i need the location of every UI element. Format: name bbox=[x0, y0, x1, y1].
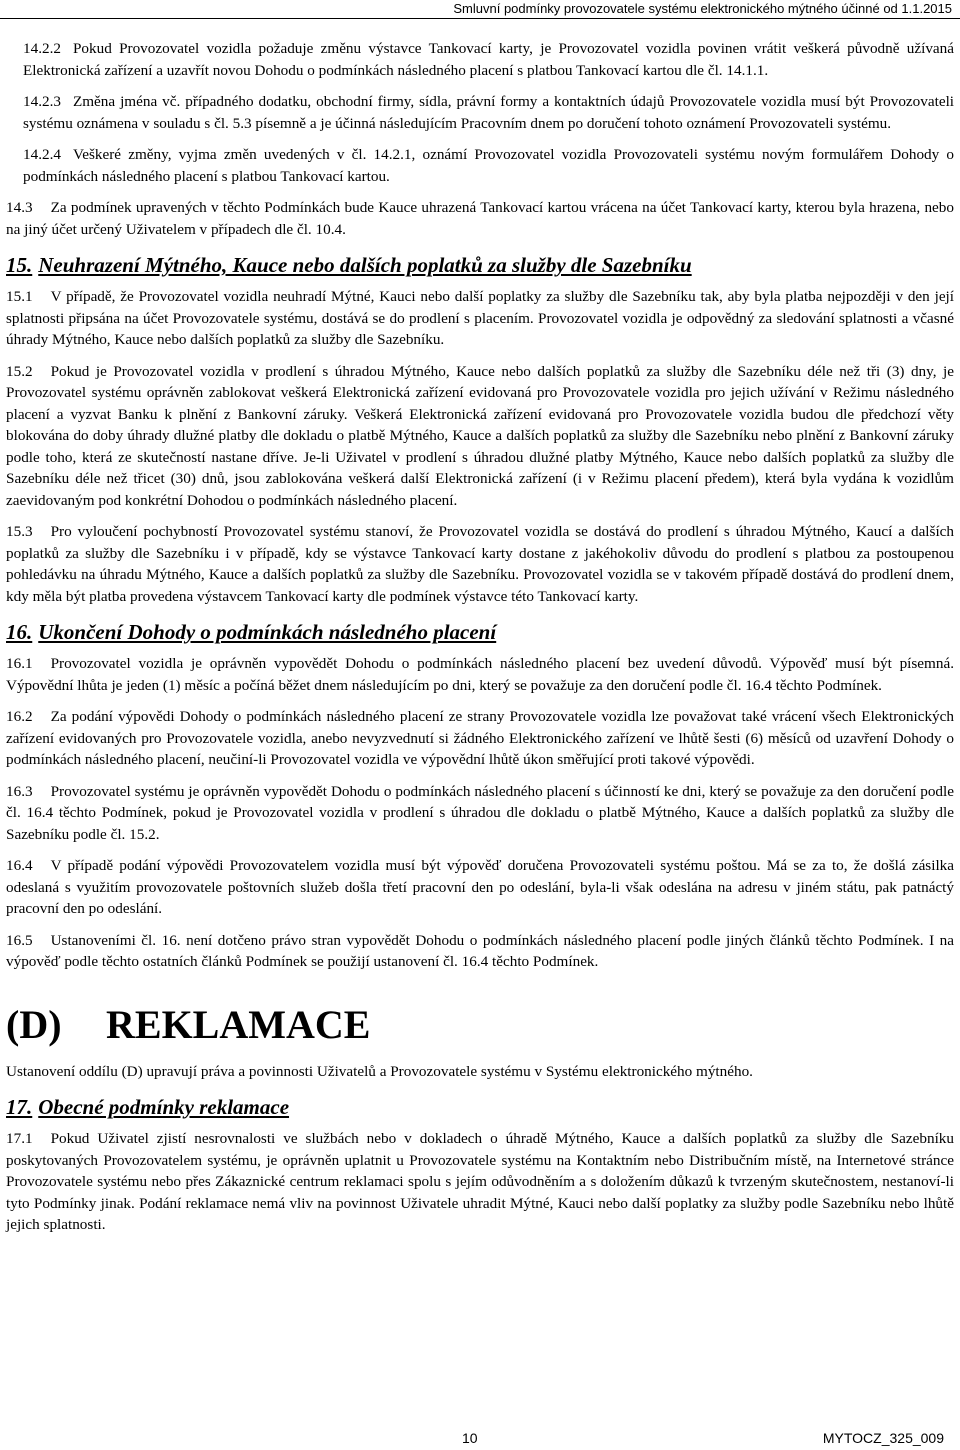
clause-15-1 bbox=[6, 286, 954, 351]
clause-16-4 bbox=[6, 855, 954, 920]
clause-16-3 bbox=[6, 781, 954, 846]
page-number: 10 bbox=[462, 1430, 478, 1446]
clause-text: Pro vyloučení pochybností Provozovatel systému stanoví, že Provozovatel vozidla se dostává do prodlení s úhradou Mýtného, Kaucí a dalších poplatků za služby dle Sazebníku i v případě, kdy se výstavce Tankovací karty dostane z jakéhokoliv důvodu do prodlení s platbou za postoupenou pohledávku na úhradu Mýtného, Kauce a dalších poplatků za služby dle Sazebníku. Provozovatel vozidla se v takovém případě dostává do prodlení dnem, kdy měla být platba provedena výstavcem Tankovací karty dle podmínek výstavce této Tankovací karty. bbox=[6, 523, 954, 605]
running-header bbox=[0, 0, 960, 19]
clause-14-3 bbox=[6, 197, 954, 240]
clause-16-1 bbox=[6, 653, 954, 696]
clause-14-2-2 bbox=[6, 38, 954, 81]
clause-text: Za podání výpovědi Dohody o podmínkách následného placení ze strany Provozovatele vozidla lze považovat také vrácení všech Elektronických zařízení evidovaných pro Provozovatele vozidla, anebo nevyzvednutí si žádného Elektronického zařízení ve lhůtě šesti (6) měsíců od uzavření Dohody o podmínkách následného placení, neučiní-li Provozovatel vozidla ve výpovědní lhůtě úkon směřující proti takové výpovědi. bbox=[6, 708, 954, 768]
clause-number: 14.3 bbox=[6, 199, 33, 216]
section-number: 15. bbox=[6, 253, 33, 277]
clause-title: Změna jména vč. bbox=[72, 93, 181, 110]
clause-text: případného dodatku, obchodní firmy, sídla, právní formy a kontaktních údajů Provozovatele vozidla musí být Provozovateli systému oznámena v souladu s čl. 5.3 písemně a je účinná následujícím Pracovním dnem po doručení tohoto oznámení Provozovateli systému. bbox=[23, 93, 955, 132]
clause-14-2-4 bbox=[6, 144, 954, 187]
clause-number: 16.5 bbox=[6, 931, 33, 949]
clause-16-2 bbox=[6, 706, 954, 771]
section-title: Neuhrazení Mýtného, Kauce nebo dalších poplatků za služby dle Sazebníku bbox=[38, 253, 692, 277]
page-footer bbox=[0, 1430, 960, 1448]
clause-14-2-3 bbox=[6, 91, 954, 134]
document-id: MYTOCZ_325_009 bbox=[822, 1430, 944, 1446]
part-number: (D) bbox=[6, 1001, 62, 1047]
part-d-intro bbox=[6, 1061, 954, 1083]
clause-text: V případě, že Provozovatel vozidla neuhradí Mýtné, Kauci nebo další poplatky za služby dle Sazebníku tak, aby byla platba nejpozději v den její splatnosti připsána na účet Provozovatele systému, dostává se do prodlení s placením. Provozovatel vozidla je odpovědný za sledování splatnosti a včasné úhrady Mýtného, Kauce nebo dalších poplatků za služby dle Sazebníku. bbox=[6, 288, 954, 348]
clause-15-3 bbox=[6, 521, 954, 607]
clause-number: 14.2.3 bbox=[23, 93, 61, 110]
clause-number: 14.2.2 bbox=[23, 40, 61, 57]
clause-number: 15.1 bbox=[6, 288, 33, 305]
running-header-title: Smluvní podmínky provozovatele systému elektronického mýtného účinné od 1.1.2015 bbox=[453, 1, 952, 16]
clause-text: Provozovatel vozidla je oprávněn vypovědět Dohodu o podmínkách následného placení bez uvedení důvodů. Výpověď musí být písemná. Výpovědní lhůta je jeden (1) měsíc a počíná běžet dnem následujícím po dni, který se považuje za den doručení podle čl. 16.4 těchto Podmínek. bbox=[6, 655, 954, 694]
clause-15-2 bbox=[6, 361, 954, 512]
clause-number: 17.1 bbox=[6, 1130, 33, 1147]
clause-16-5 bbox=[6, 930, 954, 973]
section-number: 17. bbox=[6, 1095, 33, 1119]
clause-number: 16.1 bbox=[6, 655, 33, 672]
part-heading-d bbox=[6, 1003, 954, 1047]
section-title: Ukončení Dohody o podmínkách následného placení bbox=[38, 620, 497, 644]
part-title: REKLAMACE bbox=[106, 1001, 371, 1047]
section-number: 16. bbox=[6, 620, 33, 644]
clause-text: Pokud Provozovatel vozidla požaduje změnu výstavce Tankovací karty, je Provozovatel vozidla povinen vrátit veškerá původně užívaná Elektronická zařízení a uzavřít novou Dohodu o podmínkách následného placení s platbou Tankovací kartou dle čl. 14.1.1. bbox=[23, 40, 954, 79]
clause-number: 15.3 bbox=[6, 523, 33, 540]
section-title: Obecné podmínky reklamace bbox=[38, 1095, 290, 1119]
clause-text: Pokud Uživatel zjistí nesrovnalosti ve službách nebo v dokladech o úhradě Mýtného, Kauce a dalších poplatků za služby dle Sazebníku poskytovaných Provozovatelem systému, je oprávněn uplatnit u Provozovatele systému na Kontaktním nebo Distribučním místě, na Internetové stránce Provozovatele systému nebo přes Zákaznické centrum reklamaci spolu s jejím odůvodněním a s doložením důkazů k tvrzeným skutečnostem, nestanoví-li tyto Podmínky jinak. Podání reklamace nemá vliv na povinnost Uživatele uhradit Mýtné, Kauci nebo další poplatky za služby podle Sazebníku nebo lhůtě jejich splatnosti. bbox=[6, 1130, 954, 1233]
section-heading-15 bbox=[6, 252, 954, 278]
clause-number: 16.3 bbox=[6, 782, 33, 800]
clause-number: 16.2 bbox=[6, 708, 33, 725]
clause-number: 14.2.4 bbox=[23, 146, 61, 163]
clause-text: Za podmínek upravených v těchto Podmínkách bude Kauce uhrazená Tankovací kartou vrácena na účet Tankovací karty, kterou byla hrazena, nebo na jiný účet určený Uživatelem v případech dle čl. 10.4. bbox=[6, 199, 954, 238]
clause-number: 15.2 bbox=[6, 362, 33, 380]
clause-text: Veškeré změny, vyjma změn uvedených v čl. 14.2.1, oznámí Provozovatel vozidla Provozovateli systému novým formulářem Dohody o podmínkách následného placení s platbou Tankovací kartou. bbox=[23, 146, 954, 185]
clause-text: Provozovatel systému je oprávněn vypovědět Dohodu o podmínkách následného placení s účinností ke dni, který se považuje za den doručení podle čl. 16.4 těchto Podmínek, pokud je Provozovatel vozidla v prodlení s úhradou dle dokladu o platbě Mýtného, Kauce a dalších poplatků za služby dle Sazebníku podle čl. 15.2. bbox=[6, 782, 954, 843]
clause-17-1 bbox=[6, 1128, 954, 1236]
document-body bbox=[6, 38, 954, 1246]
section-heading-16 bbox=[6, 619, 954, 645]
clause-text: Pokud je Provozovatel vozidla v prodlení s úhradou Mýtného, Kauce nebo dalších poplatků za služby dle Sazebníku déle než tři (3) dny, je Provozovatel systému oprávněn zablokovat veškerá Elektronická zařízení evidovaná pro Provozovatele vozidla pro jejich užívání v Režimu následného placení a vyzvat Banku k plnění z Bankovní záruky. Veškerá Elektronická zařízení evidovaná pro Provozovatele vozidla budou dle předchozí věty blokována do doby úhrady dlužné platby dle dokladu o platbě Mýtného, Kauce a dalších poplatků za služby dle Sazebníku nebo plnění z Bankovní záruky podle toho, která ze skutečností nastane dříve. Je-li Uživatel v prodlení s úhradou dlužné platby Mýtného, Kauce nebo dalších poplatků za služby dle Sazebníku déle než třicet (30) dnů, jsou zablokována veškerá další Elektronická zařízení (i v Režimu placení předem), která byla vydána k vozidlům zaevidovaným pod konkrétní Dohodou o podmínkách následného placení. bbox=[6, 362, 954, 509]
section-heading-17 bbox=[6, 1094, 954, 1120]
clause-text: V případě podání výpovědi Provozovatelem vozidla musí být výpověď doručena Provozovateli systému poštou. Má se za to, že došlá zásilka odeslaná s využitím provozovatele poštovních služeb došla třetí pracovní den po odeslání, byla-li však odeslána na adresu v jiném státu, pak patnáctý pracovní den po odeslání. bbox=[6, 857, 954, 917]
clause-number: 16.4 bbox=[6, 857, 33, 874]
clause-text: Ustanoveními čl. 16. není dotčeno právo stran vypovědět Dohodu o podmínkách následného placení podle jiných článků těchto Podmínek. I na výpověď podle těchto ostatních článků Podmínek se použijí ustanovení čl. 16.4 těchto Podmínek. bbox=[6, 931, 954, 970]
part-intro-text: Ustanovení oddílu (D) upravují práva a povinnosti Uživatelů a Provozovatele systému v Systému elektronického mýtného. bbox=[6, 1062, 753, 1080]
